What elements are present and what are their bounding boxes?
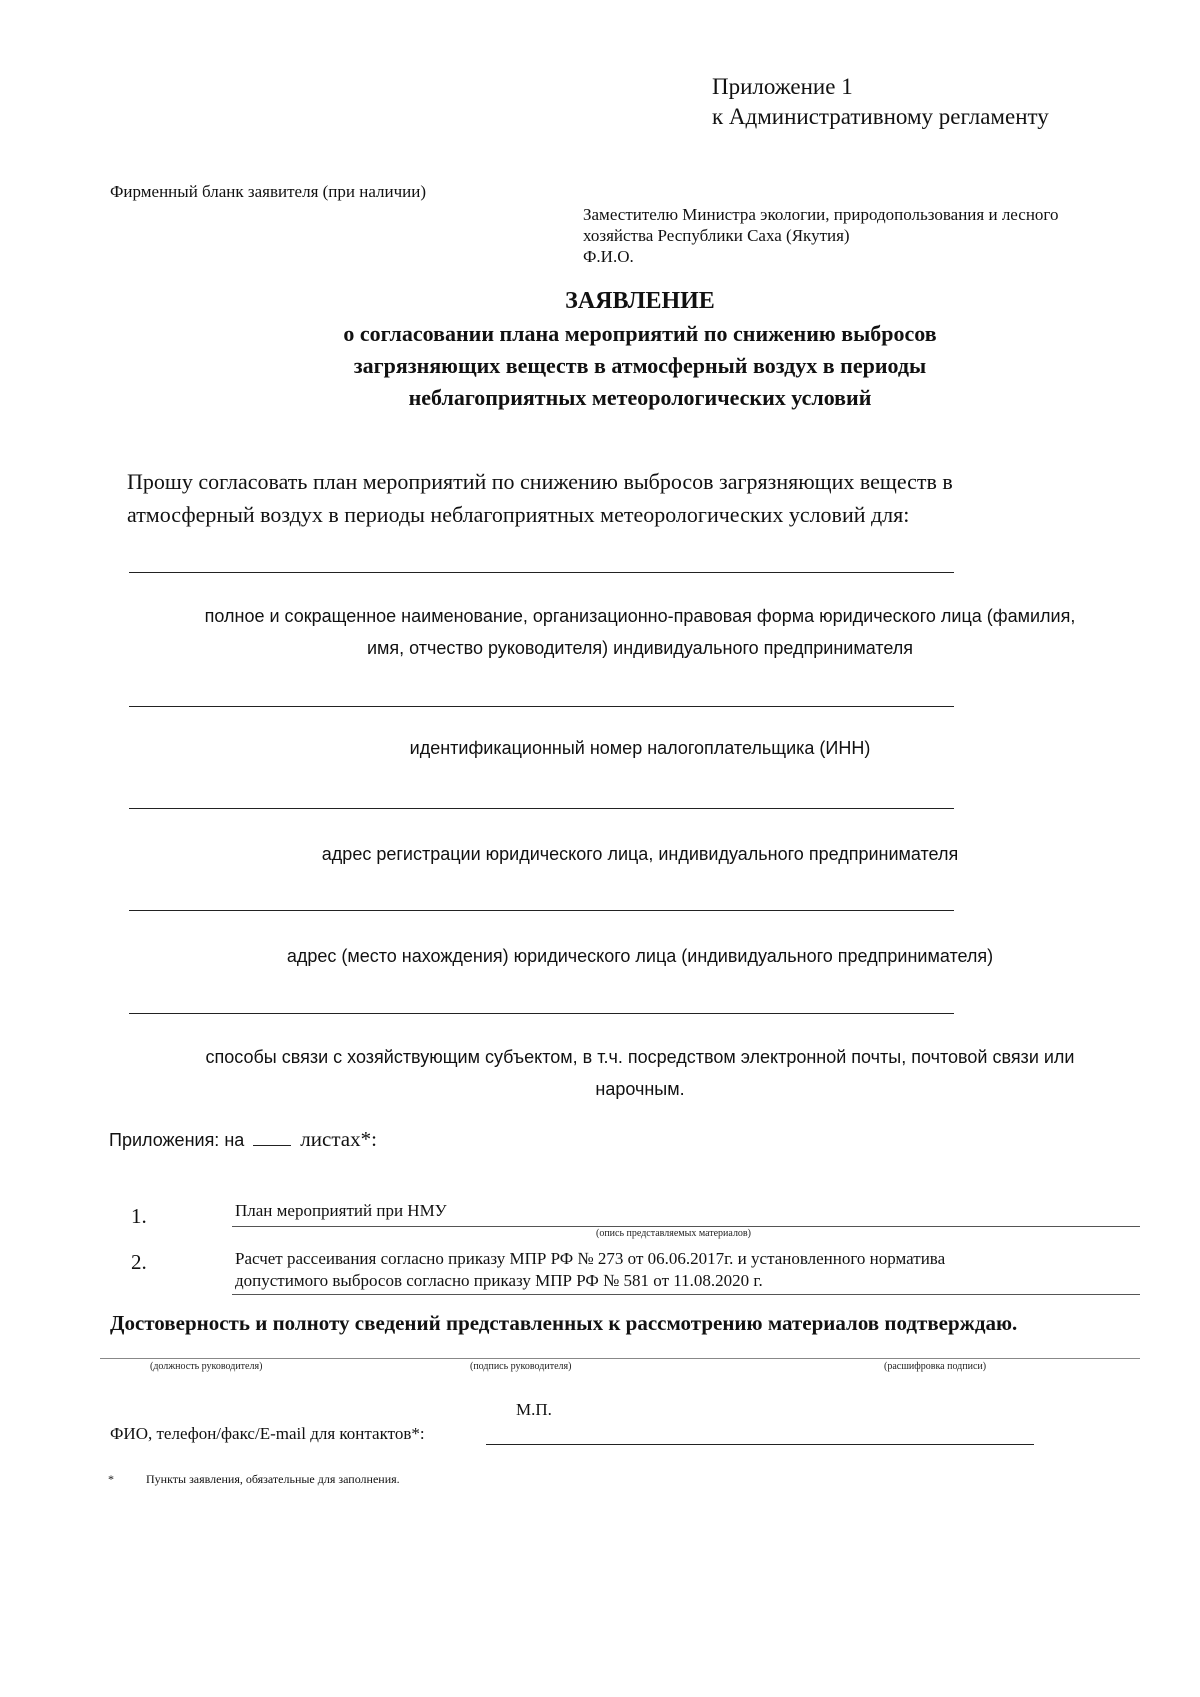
appendix-line-2: к Административному регламенту xyxy=(712,104,1049,129)
subtitle-line-3: неблагоприятных метеорологических условий xyxy=(408,385,872,410)
signature-line[interactable] xyxy=(100,1358,1140,1359)
inn-field[interactable] xyxy=(129,706,954,707)
inn-caption: идентификационный номер налогоплательщика (ИНН) xyxy=(409,738,871,758)
appendix-reference xyxy=(712,72,1049,132)
addressee-block xyxy=(583,204,1173,267)
attachment-item-2 xyxy=(235,1248,1155,1292)
caption-line-1: способы связи с хозяйствующим субъектом, в т.ч. посредством электронной почты, почтовой связи или xyxy=(205,1047,1075,1067)
request-line-1: Прошу согласовать план мероприятий по снижению выбросов загрязняющих веществ в xyxy=(127,469,953,494)
attachment-list-note: (опись представляемых материалов) xyxy=(596,1228,751,1239)
position-label: (должность руководителя) xyxy=(150,1361,263,1372)
caption-line-2: нарочным. xyxy=(595,1079,685,1099)
signature-label: (подпись руководителя) xyxy=(470,1361,572,1372)
contacts-label: ФИО, телефон/факс/E-mail для контактов*: xyxy=(110,1424,425,1443)
document-subtitle xyxy=(0,318,1200,414)
subtitle-line-1: о согласовании плана мероприятий по снижению выбросов xyxy=(343,321,937,346)
appendix-line-1: Приложение 1 xyxy=(712,74,853,99)
request-line-2: атмосферный воздух в периоды неблагоприятных метеорологических условий для: xyxy=(127,502,910,527)
signature-decode-label: (расшифровка подписи) xyxy=(884,1361,987,1372)
caption-line-1: полное и сокращенное наименование, организационно-правовая форма юридического лица (фамилия, xyxy=(204,606,1076,626)
footnote-mark: * xyxy=(108,1472,114,1486)
attachment-item-2-line-2: допустимого выбросов согласно приказу МПР РФ № 581 от 11.08.2020 г. xyxy=(235,1271,763,1290)
request-paragraph xyxy=(127,465,1127,531)
addressee-line-3: Ф.И.О. xyxy=(583,247,634,266)
attachment-line-1 xyxy=(232,1226,1140,1227)
subtitle-line-2: загрязняющих веществ в атмосферный воздух в периоды xyxy=(353,353,927,378)
registration-address-caption: адрес регистрации юридического лица, индивидуального предпринимателя xyxy=(321,844,959,864)
sheet-count-field[interactable] xyxy=(253,1127,291,1146)
attachment-item-1: План мероприятий при НМУ xyxy=(235,1201,447,1220)
registration-address-field[interactable] xyxy=(129,808,954,809)
attachment-item-2-line-1: Расчет рассеивания согласно приказу МПР РФ № 273 от 06.06.2017г. и установленного норматива xyxy=(235,1249,946,1268)
organization-name-caption xyxy=(120,600,1160,664)
confirmation-statement: Достоверность и полноту сведений представленных к рассмотрению материалов подтверждаю. xyxy=(110,1311,1018,1335)
attachments-suffix: листах*: xyxy=(300,1127,377,1151)
communication-methods-field[interactable] xyxy=(129,1013,954,1014)
attachments-prefix: Приложения: на xyxy=(109,1130,245,1150)
communication-methods-caption xyxy=(120,1041,1160,1105)
attachment-number-2: 2. xyxy=(131,1250,147,1274)
organization-name-field[interactable] xyxy=(129,572,954,573)
footnote xyxy=(108,1472,400,1487)
location-address-caption: адрес (место нахождения) юридического лица (индивидуального предпринимателя) xyxy=(286,946,994,966)
attachments-heading xyxy=(109,1127,377,1152)
addressee-line-1: Заместителю Министра экологии, природопользования и лесного xyxy=(583,205,1059,224)
addressee-line-2: хозяйства Республики Саха (Якутия) xyxy=(583,226,850,245)
contacts-field[interactable] xyxy=(486,1444,1034,1445)
caption-line-2: имя, отчество руководителя) индивидуального предпринимателя xyxy=(366,638,914,658)
location-address-field[interactable] xyxy=(129,910,954,911)
footnote-text: Пункты заявления, обязательные для заполнения. xyxy=(146,1472,400,1486)
attachment-line-2 xyxy=(232,1294,1140,1295)
attachment-number-1: 1. xyxy=(131,1204,147,1228)
stamp-place: М.П. xyxy=(516,1400,552,1419)
document-title: ЗАЯВЛЕНИЕ xyxy=(565,288,715,314)
letterhead-note: Фирменный бланк заявителя (при наличии) xyxy=(110,182,427,201)
